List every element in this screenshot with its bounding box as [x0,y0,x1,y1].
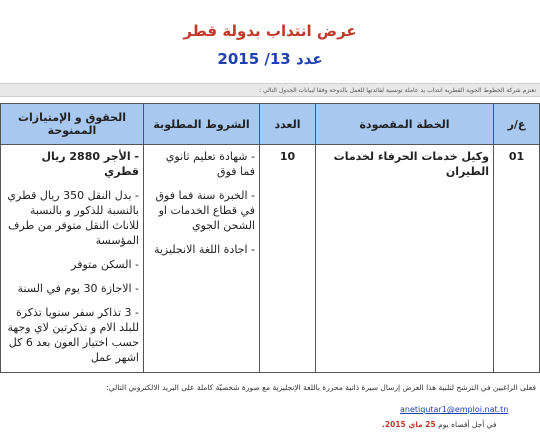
email-link[interactable]: anetiqutar1@emploi.nat.tn [400,405,509,414]
offer-title: عرض انتداب بدولة قطر [183,22,357,40]
rights-item: - بدل النقل 350 ريال قطري بالنسبة للذكور و بالنسبة للاناث النقل متوفر من طرف المؤسسة [7,189,139,247]
intro-text: تعتزم شركة الخطوط الجوية القطرية انتداب يد عاملة تونسية لفائدتها للعمل بالدوحة وفقا لبيانات الجدول التالي : [0,83,540,97]
rights-item: - الاجازة 30 يوم في السنة [17,282,139,295]
deadline-line [382,420,497,429]
header-rights: الحقوق و الإمتيازات الممنوحة [1,104,144,145]
rights-item: - الأجر 2880 ريال قطري [41,150,139,178]
row-rights [1,145,144,373]
table-row [1,145,540,373]
condition-item: - اجادة اللغة الانجليزية [153,243,255,256]
condition-item: - شهادة تعليم ثانوي فما فوق [165,150,255,178]
row-count: 10 [260,145,316,373]
deadline-prefix: في أجل أقصاه يوم [438,420,497,429]
footer-instructions: فعلى الراغبين في الترشح لتلبية هذا العرض إرسال سيرة ذاتية محررة باللغة الإنجليزية مع صورة شخصيّة كاملة على البريد الالكتروني التالي: [106,383,536,392]
offer-table [0,103,540,373]
deadline-date: 25 ماي 2015. [382,420,436,429]
condition-item: - الخبرة سنة فما فوق في قطاع الخدمات او الشحن الجوي [155,189,255,232]
row-num: 01 [494,145,540,373]
row-plan: وكيل خدمات الحرفاء لخدمات الطيران [316,145,494,373]
header-count: العدد [260,104,316,145]
header-plan: الخطة المقصودة [316,104,494,145]
header-num: ع/ر [494,104,540,145]
rights-item: - السكن متوفر [71,258,139,271]
table-header-row [1,104,540,145]
offer-number: عدد 13/ 2015 [217,50,323,68]
header-conditions: الشروط المطلوبة [144,104,260,145]
row-conditions [144,145,260,373]
rights-item: - 3 تذاكر سفر سنويا تذكرة للبلد الام و تذكرتين لاي وجهة حسب اختيار العون بعد 6 كل اشهر عمل [7,306,139,364]
